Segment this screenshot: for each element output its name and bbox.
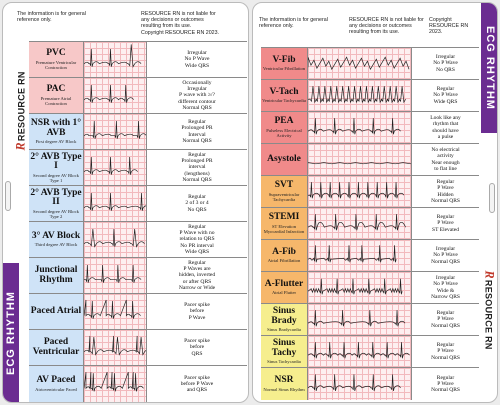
criteria-line: P Wave: [437, 185, 454, 192]
criteria-line: Normal QRS: [182, 137, 212, 144]
criteria-line: Irregular: [187, 50, 207, 57]
ecg-strip: [308, 144, 412, 175]
ecg-strip: [84, 150, 147, 185]
rhythm-fullname: ST Elevation Myocardial Infarction: [263, 223, 305, 234]
rhythm-criteria: [412, 144, 479, 175]
criteria-line: Irregular: [187, 86, 207, 93]
rhythm-row: [29, 258, 247, 294]
ecg-waveform: [308, 112, 411, 143]
rhythm-fullname: Atrial Fibrillation: [267, 258, 301, 264]
criteria-line: P wave with ≥/?: [179, 92, 215, 99]
disclaimer-liability-left: [141, 11, 246, 36]
criteria-line: Narrow or Wide: [178, 284, 216, 291]
rhythm-fullname: Sinus Tachycardia: [267, 359, 301, 364]
criteria-line: P Wave with no: [179, 230, 215, 237]
rhythm-name: A-Fib: [272, 246, 296, 257]
rhythm-criteria: [412, 176, 479, 207]
rhythm-criteria: [147, 150, 247, 185]
ecg-waveform: [308, 304, 411, 335]
rhythm-row: [261, 48, 479, 80]
rhythm-fullname: Third degree AV Block: [34, 242, 78, 248]
rhythm-criteria: [412, 48, 479, 79]
criteria-line: (lengthens): [184, 170, 210, 177]
rhythm-row: [29, 186, 247, 222]
criteria-line: Regular: [188, 223, 206, 230]
rhythm-name: V-Fib: [272, 54, 296, 65]
criteria-line: No P Wave: [433, 92, 458, 99]
rhythm-label-cell: [29, 114, 84, 149]
rhythm-label-cell: [29, 42, 84, 77]
banner-left: [3, 263, 19, 403]
rhythm-row: [29, 42, 247, 78]
rhythm-name: Junctional Rhythm: [34, 265, 78, 285]
banner-right: [481, 3, 498, 133]
rhythm-label-cell: [261, 304, 308, 335]
ecg-waveform: [308, 208, 411, 239]
criteria-line: Interval: [188, 131, 206, 138]
ecg-waveform: [84, 42, 146, 77]
criteria-line: No P Wave: [433, 281, 458, 288]
rhythm-name: PEA: [274, 116, 294, 127]
criteria-line: different contour: [178, 98, 216, 105]
criteria-line: Regular: [188, 194, 206, 201]
criteria-line: Prolonged PR: [181, 125, 213, 132]
ecg-strip: [84, 294, 147, 329]
disclaimer-line: resulting from its use.: [141, 23, 192, 30]
criteria-line: Normal QRS: [431, 354, 460, 361]
rhythm-fullname: Normal Sinus Rhythm: [263, 386, 305, 392]
copyright-line: RESOURCE RN: [429, 23, 469, 30]
criteria-line: a pulse: [437, 133, 454, 140]
rhythm-label-cell: [29, 186, 84, 221]
rhythm-row: [261, 272, 479, 304]
rhythm-fullname: Second degree AV Block Type 1: [33, 172, 79, 183]
criteria-line: No electrical: [431, 146, 460, 153]
rhythm-criteria: [412, 80, 479, 111]
criteria-line: 2 of 3 or 4: [185, 200, 209, 207]
criteria-line: Regular: [188, 259, 206, 266]
ecg-waveform: [308, 368, 411, 400]
criteria-line: and QRS: [186, 387, 208, 394]
criteria-line: Near enough: [431, 159, 460, 166]
ecg-strip: [308, 304, 412, 335]
ecg-waveform: [308, 272, 411, 303]
rhythm-fullname: First degree AV Block: [35, 139, 77, 144]
criteria-line: Wide QRS: [184, 248, 210, 255]
banner-text: ECG RHYTHM: [483, 26, 496, 110]
rhythm-row: [261, 208, 479, 240]
brand-r-icon: R: [13, 142, 28, 151]
criteria-line: hidden, inverted: [178, 272, 216, 279]
ecg-waveform: [84, 294, 146, 329]
criteria-line: No P Wave: [433, 60, 458, 67]
rhythm-name: PVC: [46, 48, 66, 59]
rhythm-criteria: [147, 114, 247, 149]
copyright-line: Copyright: [429, 17, 452, 23]
copyright-line: 2023.: [429, 29, 443, 36]
criteria-line: Normal QRS: [431, 197, 460, 204]
rhythm-label-cell: [261, 336, 308, 367]
ecg-waveform: [84, 114, 146, 149]
criteria-line: Look like any: [430, 114, 461, 121]
criteria-line: No QRS: [187, 206, 207, 213]
ecg-waveform: [84, 186, 146, 221]
rhythm-row: [261, 112, 479, 144]
rhythm-label-cell: [29, 366, 84, 402]
ecg-strip: [84, 78, 147, 113]
rhythm-row: [29, 150, 247, 186]
ecg-strip: [84, 186, 147, 221]
rhythm-label-cell: [261, 48, 308, 79]
rhythm-label-cell: [261, 112, 308, 143]
rhythm-label-cell: [261, 144, 308, 175]
rhythm-fullname: Premature Ventricular Contraction: [35, 59, 77, 70]
rhythm-row: [29, 294, 247, 330]
rhythm-row: [261, 368, 479, 400]
ecg-strip: [84, 366, 147, 402]
criteria-line: before: [189, 308, 205, 315]
criteria-line: No P Wave: [184, 56, 210, 63]
ecg-waveform: [308, 144, 411, 175]
rhythm-fullname: Supraventricular Tachycardia: [268, 191, 300, 202]
ecg-waveform: [308, 80, 411, 111]
rhythm-label-cell: [29, 150, 84, 185]
criteria-line: Regular: [436, 86, 455, 93]
disclaimer-line: The information is for general: [259, 17, 328, 23]
rhythm-label-cell: [29, 330, 84, 365]
ecg-strip: [308, 112, 412, 143]
ecg-strip: [84, 114, 147, 149]
rhythm-name: AV Paced: [36, 375, 76, 386]
criteria-line: P Wave: [437, 348, 454, 355]
rhythm-name: PAC: [46, 84, 66, 95]
rhythm-fullname: Premature Atrial Contraction: [40, 95, 72, 106]
criteria-line: Wide QRS: [184, 62, 210, 69]
criteria-line: Pacer spike: [184, 374, 210, 381]
criteria-line: relation to QRS: [179, 236, 215, 243]
disclaimer-line: The information is for general: [17, 11, 86, 17]
criteria-line: No QRS: [436, 66, 455, 73]
disclaimer-line: Copyright RESOURCE RN 2023.: [141, 29, 220, 36]
card-left: [2, 2, 249, 403]
criteria-line: Normal QRS: [431, 387, 460, 394]
rhythm-criteria: [147, 78, 247, 113]
criteria-line: rhythm that: [432, 121, 459, 128]
brand-text: RESOURCE RN: [483, 279, 494, 350]
banner-text: ECG RHYTHM: [5, 291, 18, 375]
brand-logo-left: [14, 71, 29, 151]
rhythm-table-right: [261, 47, 479, 401]
ecg-strip: [84, 258, 147, 293]
brand-r-icon: R: [482, 270, 497, 279]
rhythm-name: Sinus Tachy: [271, 338, 297, 358]
punch-slot: [5, 181, 11, 211]
criteria-line: ST Elevated: [432, 226, 459, 233]
rhythm-name: 2° AVB Type II: [30, 187, 82, 207]
criteria-line: Pacer spike: [184, 338, 210, 345]
rhythm-fullname: Ventricular Fibrillation: [262, 66, 306, 72]
ecg-strip: [84, 222, 147, 257]
rhythm-criteria: [147, 222, 247, 257]
rhythm-fullname: Ventricular Tachycardia: [262, 98, 306, 104]
criteria-line: Wide &: [436, 287, 455, 294]
rhythm-fullname: Second degree AV Block Type 2: [33, 208, 79, 219]
brand-logo-right: [482, 271, 497, 351]
rhythm-label-cell: [29, 78, 84, 113]
ecg-strip: [308, 80, 412, 111]
ecg-strip: [308, 272, 412, 303]
rhythm-label-cell: [29, 294, 84, 329]
rhythm-row: [29, 222, 247, 258]
rhythm-label-cell: [261, 272, 308, 303]
rhythm-criteria: [147, 258, 247, 293]
rhythm-row: [29, 78, 247, 114]
rhythm-row: [261, 176, 479, 208]
ecg-waveform: [84, 258, 146, 293]
rhythm-criteria: [412, 112, 479, 143]
criteria-line: before P Wave: [180, 380, 214, 387]
criteria-line: activity: [437, 153, 454, 160]
criteria-line: P Wave: [437, 380, 454, 387]
criteria-line: Regular: [436, 342, 455, 349]
ecg-waveform: [84, 222, 146, 257]
criteria-line: QRS: [191, 350, 203, 357]
criteria-line: Irregular: [435, 274, 456, 281]
rhythm-label-cell: [261, 176, 308, 207]
criteria-line: Narrow QRS: [431, 293, 460, 300]
rhythm-label-cell: [29, 258, 84, 293]
ecg-strip: [308, 240, 412, 271]
disclaimer-left: [17, 11, 107, 23]
rhythm-row: [29, 330, 247, 366]
rhythm-criteria: [147, 294, 247, 329]
rhythm-label-cell: [261, 240, 308, 271]
rhythm-name: Asystole: [267, 153, 301, 164]
rhythm-criteria: [412, 336, 479, 367]
ecg-waveform: [84, 150, 146, 185]
rhythm-criteria: [412, 304, 479, 335]
copyright-right: [429, 17, 469, 36]
rhythm-criteria: [147, 42, 247, 77]
rhythm-label-cell: [261, 80, 308, 111]
disclaimer-line: RESOURCE RN is not liable for: [141, 11, 216, 17]
criteria-line: Irregular: [435, 246, 456, 253]
rhythm-criteria: [412, 240, 479, 271]
criteria-line: Normal QRS: [182, 104, 212, 111]
rhythm-criteria: [147, 186, 247, 221]
disclaimer-line: reference only.: [259, 23, 294, 30]
rhythm-row: [29, 366, 247, 402]
rhythm-criteria: [147, 366, 247, 402]
disclaimer-line: resulting from its use.: [349, 29, 400, 36]
rhythm-name: A-Flutter: [264, 278, 304, 289]
ecg-strip: [84, 42, 147, 77]
rhythm-name: Sinus Brady: [271, 306, 297, 326]
rhythm-name: Paced Ventricular: [32, 337, 80, 357]
ecg-strip: [84, 330, 147, 365]
ecg-waveform: [84, 78, 146, 113]
criteria-line: Normal QRS: [431, 322, 460, 329]
brand-text: RESOURCE RN: [16, 71, 27, 142]
criteria-line: Regular: [436, 310, 455, 317]
rhythm-row: [29, 114, 247, 150]
disclaimer-line: RESOURCE RN is not liable for: [349, 17, 424, 23]
rhythm-name: 2° AVB Type I: [30, 151, 82, 171]
criteria-line: Wide QRS: [433, 98, 458, 105]
rhythm-label-cell: [261, 208, 308, 239]
rhythm-row: [261, 240, 479, 272]
disclaimer-line: reference only.: [17, 17, 52, 24]
criteria-line: Normal QRS: [431, 258, 460, 265]
criteria-line: Occasionally: [182, 79, 212, 86]
rhythm-criteria: [412, 272, 479, 303]
rhythm-fullname: Atrial Flutter: [271, 290, 297, 296]
rhythm-criteria: [412, 368, 479, 400]
criteria-line: No PR interval: [180, 242, 214, 249]
ecg-waveform: [84, 366, 146, 402]
criteria-line: Regular: [188, 118, 206, 125]
criteria-line: Prolonged PR: [181, 158, 213, 165]
criteria-line: P Waves are: [183, 266, 211, 273]
rhythm-row: [261, 144, 479, 176]
rhythm-name: STEMI: [268, 212, 300, 223]
disclaimer-line: any decisions or outcomes: [349, 23, 412, 30]
ecg-waveform: [308, 176, 411, 207]
rhythm-name: 3° AV Block: [31, 230, 81, 241]
rhythm-label-cell: [261, 368, 308, 400]
rhythm-table-left: [29, 41, 247, 402]
rhythm-row: [261, 80, 479, 112]
rhythm-fullname: Atrioventricular Paced: [35, 386, 77, 392]
ecg-strip: [308, 368, 412, 400]
criteria-line: Regular: [436, 214, 455, 221]
rhythm-name: Paced Atrial: [30, 305, 82, 316]
criteria-line: before: [189, 344, 205, 351]
criteria-line: or after QRS: [182, 278, 212, 285]
ecg-strip: [308, 48, 412, 79]
rhythm-name: NSR with 1° AVB: [30, 118, 82, 138]
ecg-waveform: [308, 48, 411, 79]
punch-slot: [489, 183, 495, 213]
criteria-line: P Wave: [437, 316, 454, 323]
criteria-line: P Wave: [437, 220, 454, 227]
criteria-line: interval: [188, 164, 206, 171]
criteria-line: Regular: [436, 178, 455, 185]
ecg-strip: [308, 208, 412, 239]
rhythm-criteria: [412, 208, 479, 239]
criteria-line: to flat line: [434, 165, 457, 172]
criteria-line: No P Wave: [433, 252, 458, 259]
criteria-line: Regular: [188, 151, 206, 158]
rhythm-name: V-Tach: [269, 86, 299, 97]
criteria-line: Irregular: [435, 54, 456, 61]
rhythm-row: [261, 304, 479, 336]
criteria-line: P Wave: [188, 314, 206, 321]
rhythm-fullname: Pulseless Electrical Activity: [266, 127, 302, 138]
criteria-line: should have: [432, 127, 459, 134]
ecg-waveform: [308, 240, 411, 271]
criteria-line: Normal QRS: [182, 176, 212, 183]
ecg-waveform: [84, 330, 146, 365]
criteria-line: Regular: [436, 374, 455, 381]
card-right: [252, 2, 498, 403]
rhythm-label-cell: [29, 222, 84, 257]
criteria-line: Pacer spike: [184, 302, 210, 309]
criteria-line: Hidden: [437, 191, 454, 198]
ecg-waveform: [308, 336, 411, 367]
rhythm-name: NSR: [274, 375, 294, 386]
disclaimer-line: any decisions or outcomes: [141, 17, 204, 24]
ecg-strip: [308, 176, 412, 207]
rhythm-row: [261, 336, 479, 368]
rhythm-name: SVT: [274, 180, 294, 191]
ecg-strip: [308, 336, 412, 367]
rhythm-criteria: [147, 330, 247, 365]
rhythm-fullname: Sinus Bradycardia: [267, 327, 301, 332]
